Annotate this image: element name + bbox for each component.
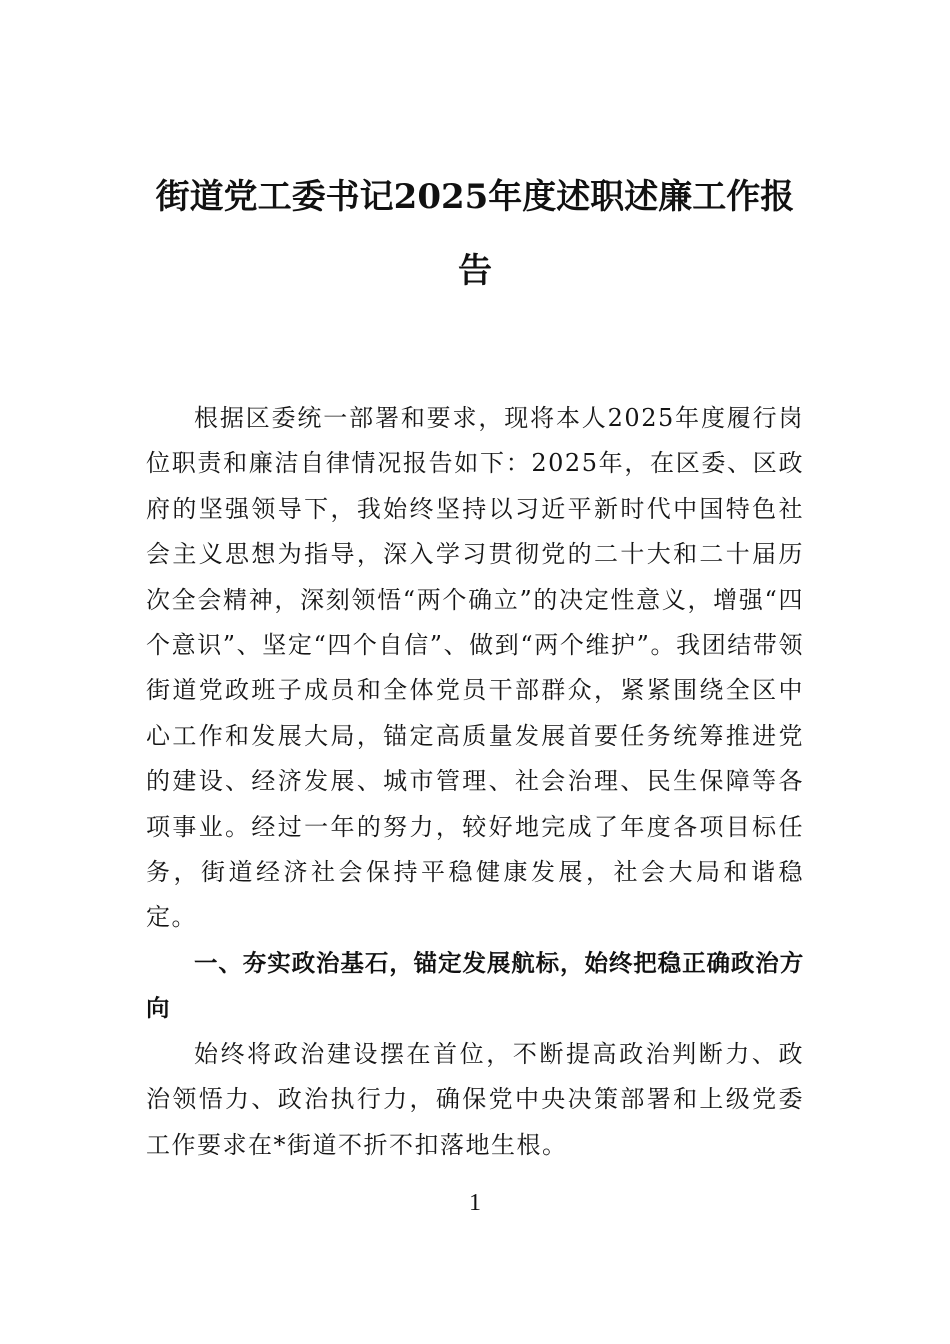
document-body — [146, 396, 804, 1168]
page-number: 1 — [469, 1190, 481, 1216]
section-heading-1: 一、夯实政治基石，锚定发展航标，始终把稳正确政治方向 — [146, 948, 804, 1023]
intro-paragraph: 根据区委统一部署和要求，现将本人2025年度履行岗位职责和廉洁自律情况报告如下：2025年，在区委、区政府的坚强领导下，我始终坚持以习近平新时代中国特色社会主义思想为指导，深入学习贯彻党的二十大和二十届历次全会精神，深刻领悟“两个确立”的决定性意义，增强“四个意识”、坚定“四个自信”、做到“两个维护”。我团结带领街道党政班子成员和全体党员干部群众，紧紧围绕全区中心工作和发展大局，锚定高质量发展首要任务统筹推进党的建设、经济发展、城市管理、社会治理、民生保障等各项事业。经过一年的努力，较好地完成了年度各项目标任务，街道经济社会保持平稳健康发展，社会大局和谐稳定。 — [146, 404, 804, 932]
section-1-paragraph: 始终将政治建设摆在首位，不断提高政治判断力、政治领悟力、政治执行力，确保党中央决策部署和上级党委工作要求在*街道不折不扣落地生根。 — [146, 1039, 804, 1159]
document-title: 街道党工委书记2025年度述职述廉工作报告 — [155, 177, 795, 291]
